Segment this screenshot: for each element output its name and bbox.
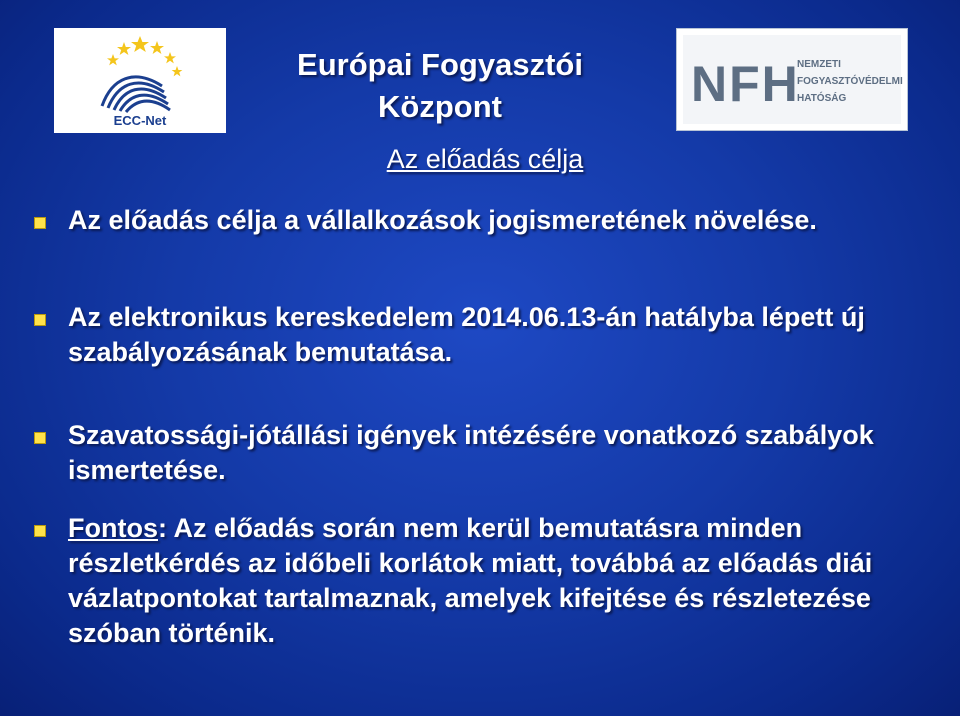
nfh-logo-graphic (677, 29, 907, 130)
bullet-text: Szavatossági-jótállási igények intézésére vonatkozó szabályok ismertetése. (68, 420, 874, 485)
nfh-logo (676, 28, 908, 131)
bullet-text-container (68, 511, 948, 651)
square-bullet-icon (34, 217, 46, 229)
ecc-net-logo (54, 28, 226, 133)
nfh-logo-line2: FOGYASZTÓVÉDELMI (797, 76, 903, 87)
nfh-logo-line3: HATÓSÁG (797, 93, 847, 104)
nfh-logo-line1: NEMZETI (797, 59, 841, 70)
page-subtitle: Az előadás célja (386, 144, 584, 174)
square-bullet-icon (34, 432, 46, 444)
square-bullet-icon (34, 525, 46, 537)
bullet-text: : Az előadás során nem kerül bemutatásra minden részletkérdés az időbeli korlátok miatt, továbbá az előadás diái vázlatpontokat tartalmaznak, amelyek kifejtése és részletezése szóban történik. (68, 513, 873, 648)
bullet-emphasis: Fontos (68, 513, 158, 543)
page-title: Európai Fogyasztói Központ (297, 47, 583, 124)
bullet-text: Az előadás célja a vállalkozások jogismeretének növelése. (68, 205, 817, 235)
ecc-net-logo-text: ECC-Net (113, 113, 167, 128)
bullet-text: Az elektronikus kereskedelem 2014.06.13-án hatályba lépett új szabályozásának bemutatása. (68, 302, 865, 367)
ecc-net-logo-graphic (54, 28, 226, 133)
nfh-logo-abbr: NFH (691, 56, 800, 112)
square-bullet-icon (34, 314, 46, 326)
